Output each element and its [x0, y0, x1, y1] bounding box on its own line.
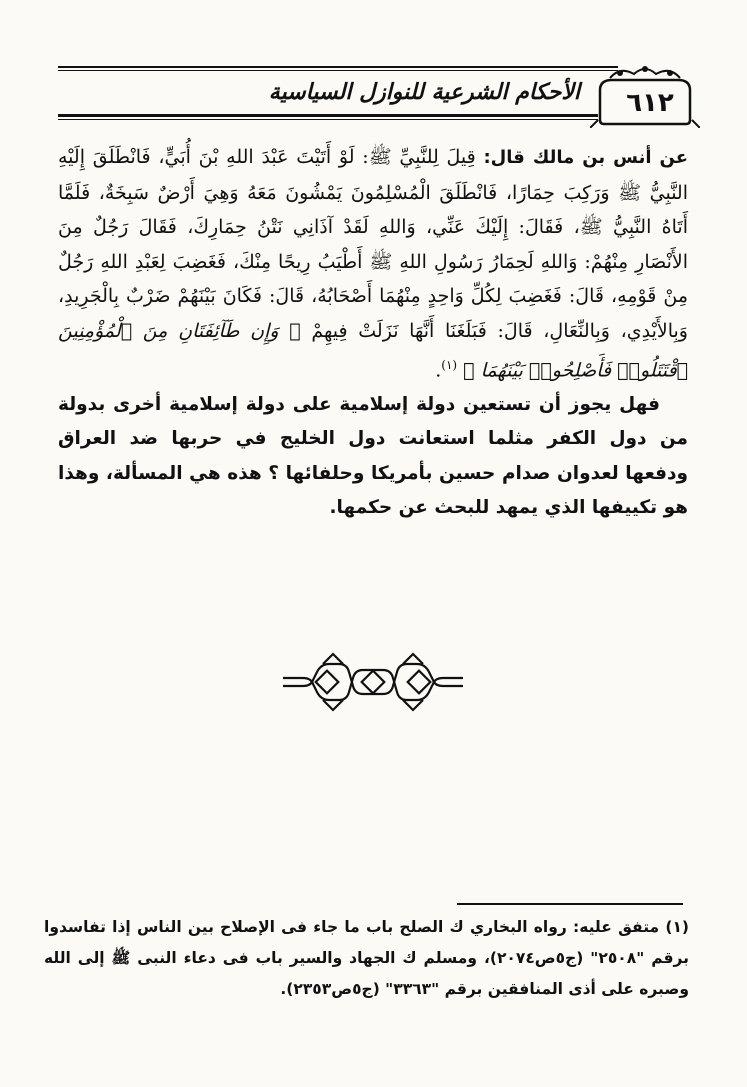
footnote-reference: (١) — [441, 358, 458, 372]
page-number: ٦١٢ — [626, 88, 674, 118]
page-header — [0, 0, 747, 130]
question-paragraph: فهل يجوز أن تستعين دولة إسلامية على دولة إسلامية أخرى بدولة من دول الكفر مثلما استعانت دول الخليج في حربها ضد العراق ودفعها لعدوان صدام حسين بأمريكا وحلفائها ؟ هذه هي المسألة، وهذا هو تكييفها الذي يمهد للبحث عن حكمها. — [58, 393, 688, 519]
main-text — [58, 140, 688, 526]
footnotes — [44, 912, 689, 1005]
running-title: الأحكام الشرعية للنوازل السياسية — [268, 79, 580, 105]
header-rule-bottom — [58, 114, 598, 117]
header-rule-top — [58, 66, 618, 68]
footnote-1: (١) متفق عليه: رواه البخاري ك الصلح باب ما جاء فى الإصلاح بين الناس إذا تفاسدوا برقم "٢٥٠٨" (ج٥ص٢٠٧٤)، ومسلم ك الجهاد والسير باب فى دعاء النبى ﷺ إلى الله وصبره على أذى المنافقين برقم "٣٣٦٣" (ج٥ص٢٣٥٣). — [44, 918, 689, 998]
header-rule-top-thin — [58, 70, 618, 71]
decorative-knot-ornament — [283, 652, 463, 712]
hadith-end: . — [435, 359, 442, 382]
footnote-separator — [457, 903, 683, 905]
hadith-lead: عن أنس بن مالك قال: — [483, 147, 688, 168]
hadith-paragraph — [58, 140, 688, 388]
quran-verse: ﴿ وَإِن طَآئِفَتَانِ مِنَ ٱلْمُؤْمِنِينَ ٱقْتَتَلُوا۟ فَأَصْلِحُوا۟ بَيْنَهُمَا ﴾ — [58, 319, 688, 382]
hadith-text: قِيلَ لِلنَّبِيِّ ﷺ: لَوْ أَتَيْتَ عَبْدَ اللهِ بْنَ أُبَيٍّ، فَانْطَلَقَ إِلَيْهِ النَّبِيُّ ﷺ وَرَكِبَ حِمَارًا، فَانْطَلَقَ الْمُسْلِمُونَ يَمْشُونَ مَعَهُ وَهِيَ أَرْضٌ سَبِخَةٌ، فَلَمَّا أَتَاهُ النَّبِيُّ ﷺ، فَقَالَ: إِلَيْكَ عَنِّي، وَاللهِ لَقَدْ آذَانِي نَتْنُ حِمَارِكَ، فَقَالَ رَجُلٌ مِنَ الأَنْصَارِ مِنْهُمْ: وَاللهِ لَحِمَارُ رَسُولِ اللهِ ﷺ أَطْيَبُ رِيحًا مِنْكَ، فَغَضِبَ لِعَبْدِ اللهِ رَجُلٌ مِنْ قَوْمِهِ، قَالَ: فَغَضِبَ لِكُلِّ وَاحِدٍ مِنْهُمَا أَصْحَابُهُ، قَالَ: فَكَانَ بَيْنَهُمْ ضَرْبٌ بِالْجَرِيدِ، وَبِالأَيْدِي، وَبِالنِّعَالِ، قَالَ: فَبَلَغَنَا أَنَّهَا نَزَلَتْ فِيهِمْ — [58, 146, 688, 342]
header-rule-bottom-thin — [58, 119, 598, 120]
